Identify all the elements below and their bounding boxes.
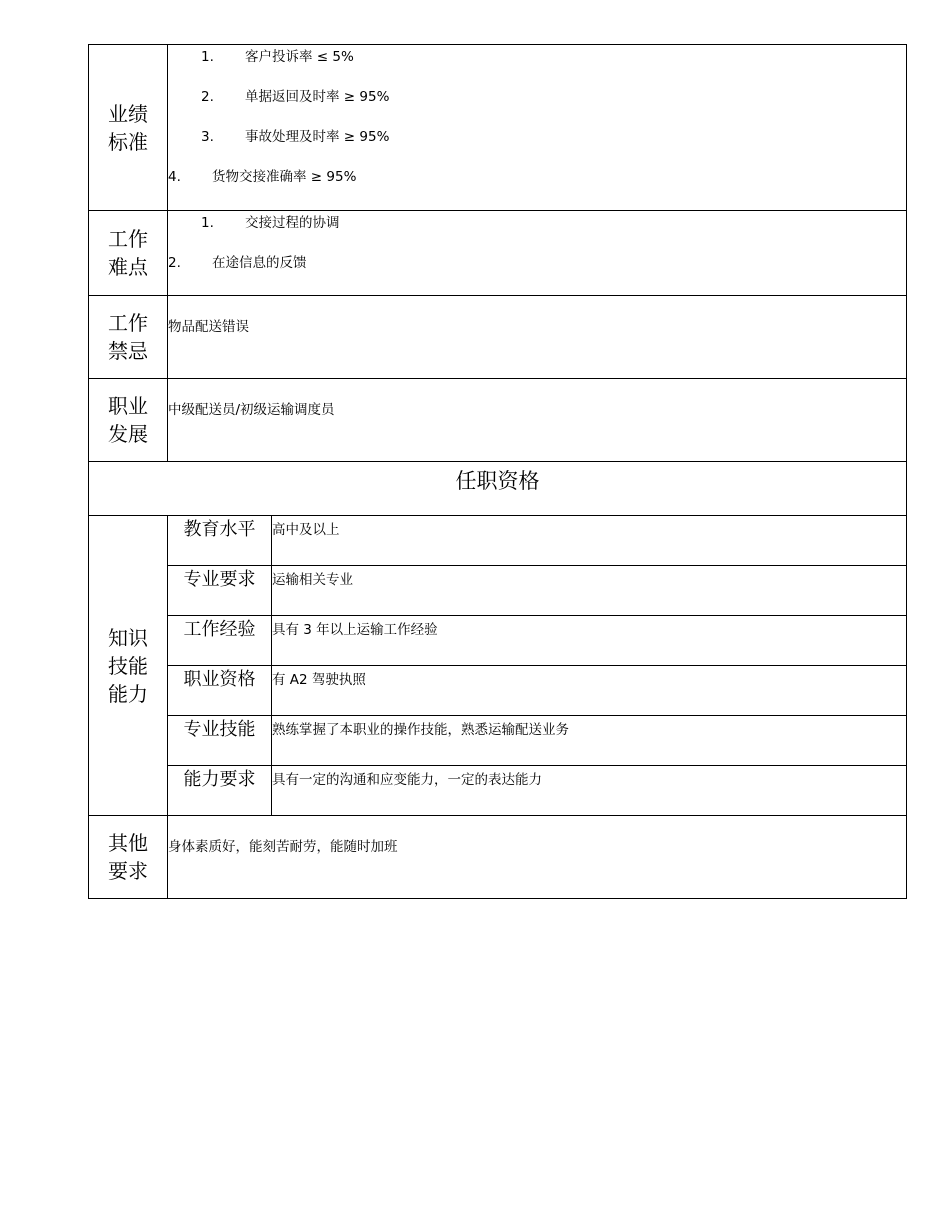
qualification-row-1 xyxy=(89,516,907,566)
qualification-value-2: 运输相关专业 xyxy=(272,566,907,616)
career-label-cell xyxy=(89,379,168,462)
performance-item-4 xyxy=(168,165,906,205)
qualification-label-2: 专业要求 xyxy=(168,566,272,616)
qualification-title: 任职资格 xyxy=(89,462,907,516)
career-content: 中级配送员/初级运输调度员 xyxy=(168,379,907,462)
performance-row xyxy=(89,45,907,211)
qualification-value-4: 有 A2 驾驶执照 xyxy=(272,666,907,716)
qualification-row-6 xyxy=(89,766,907,816)
qualification-label-3: 工作经验 xyxy=(168,616,272,666)
job-description-table xyxy=(88,44,907,899)
performance-item-4-text: 货物交接准确率 ≥ 95% xyxy=(212,169,357,185)
other-label-cell xyxy=(89,816,168,899)
job-description-sheet xyxy=(88,44,906,899)
performance-item-2 xyxy=(168,85,906,125)
performance-content xyxy=(168,45,907,211)
taboo-content: 物品配送错误 xyxy=(168,296,907,379)
qualification-value-6: 具有一定的沟通和应变能力，一定的表达能力 xyxy=(272,766,907,816)
performance-item-1-text: 客户投诉率 ≤ 5% xyxy=(245,49,354,65)
career-row xyxy=(89,379,907,462)
qualification-value-3: 具有 3 年以上运输工作经验 xyxy=(272,616,907,666)
performance-item-2-text: 单据返回及时率 ≥ 95% xyxy=(245,89,390,105)
difficulty-label: 工作难点 xyxy=(108,227,148,279)
difficulty-item-2-num: 2. xyxy=(168,255,181,271)
difficulty-item-1 xyxy=(168,211,906,251)
other-row xyxy=(89,816,907,899)
career-label: 职业发展 xyxy=(108,394,148,446)
performance-item-3 xyxy=(168,125,906,165)
knowledge-label: 知识技能能力 xyxy=(108,625,148,706)
performance-label-cell xyxy=(89,45,168,211)
qualification-title-row xyxy=(89,462,907,516)
difficulty-row xyxy=(89,211,907,296)
taboo-label-cell xyxy=(89,296,168,379)
taboo-label: 工作禁忌 xyxy=(108,311,148,363)
qualification-label-5: 专业技能 xyxy=(168,716,272,766)
performance-label: 业绩标准 xyxy=(108,101,148,154)
qualification-row-2 xyxy=(89,566,907,616)
qualification-row-5 xyxy=(89,716,907,766)
difficulty-item-1-num: 1. xyxy=(201,215,214,231)
difficulty-item-1-text: 交接过程的协调 xyxy=(245,215,340,231)
qualification-value-1: 高中及以上 xyxy=(272,516,907,566)
difficulty-label-cell xyxy=(89,211,168,296)
qualification-value-5: 熟练掌握了本职业的操作技能，熟悉运输配送业务 xyxy=(272,716,907,766)
performance-item-1-num: 1. xyxy=(201,49,214,65)
difficulty-item-2 xyxy=(168,251,906,291)
qualification-row-4 xyxy=(89,666,907,716)
qualification-label-4: 职业资格 xyxy=(168,666,272,716)
performance-item-4-num: 4. xyxy=(168,169,181,185)
qualification-label-1: 教育水平 xyxy=(168,516,272,566)
knowledge-label-cell xyxy=(89,516,168,816)
qualification-row-3 xyxy=(89,616,907,666)
performance-item-1 xyxy=(168,45,906,85)
other-content: 身体素质好，能刻苦耐劳，能随时加班 xyxy=(168,816,907,899)
performance-item-3-num: 3. xyxy=(201,129,214,145)
other-label: 其他要求 xyxy=(108,831,148,883)
performance-item-2-num: 2. xyxy=(201,89,214,105)
difficulty-item-2-text: 在途信息的反馈 xyxy=(212,255,307,271)
performance-item-3-text: 事故处理及时率 ≥ 95% xyxy=(245,129,390,145)
qualification-label-6: 能力要求 xyxy=(168,766,272,816)
taboo-row xyxy=(89,296,907,379)
difficulty-content xyxy=(168,211,907,296)
